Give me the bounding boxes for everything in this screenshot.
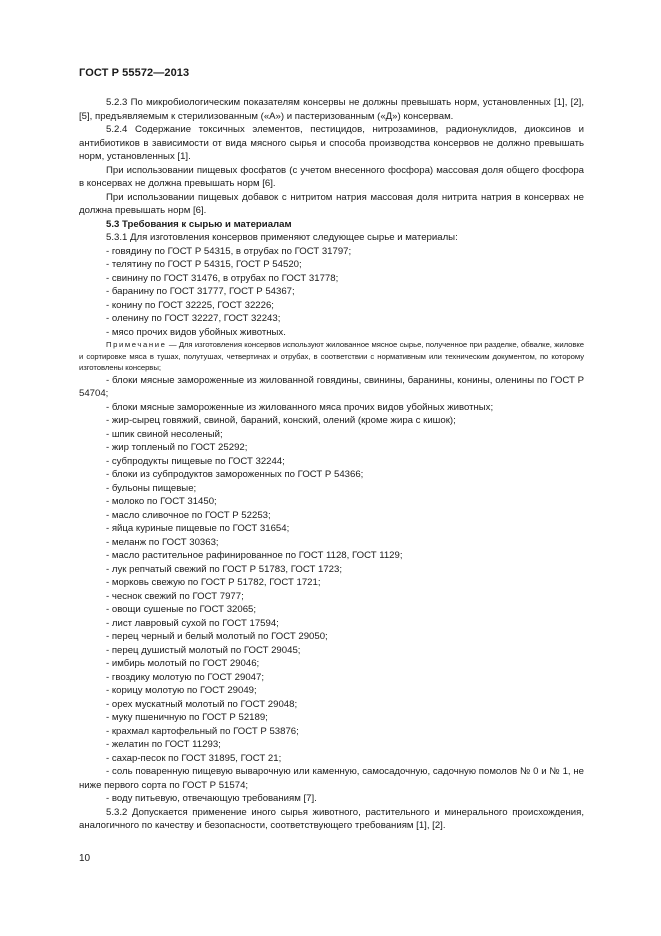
list-item: - субпродукты пищевые по ГОСТ 32244; <box>106 455 285 467</box>
list-item: - молоко по ГОСТ 31450; <box>106 496 217 507</box>
document-body <box>79 96 584 833</box>
list-item: - мясо прочих видов убойных животных. <box>106 326 286 338</box>
paragraph-5-2-3: 5.2.3 По микробиологическим показателям консервы не должны превышать норм, установленных [1], [2], [5], предъявляемым к стерилизованным («А») и пастеризованным («Д») консервам. <box>79 97 584 122</box>
clause-5-3-2: 5.3.2 Допускается применение иного сырья животного, растительного и минерального происхождения, аналогичного по качеству и безопасности, соответствующего требованиям [1], [2]. <box>79 806 584 831</box>
meat-list <box>79 245 584 340</box>
list-item: - овощи сушеные по ГОСТ 32065; <box>106 604 257 615</box>
list-item: - чеснок свежий по ГОСТ 7977; <box>106 590 244 602</box>
materials-list <box>79 401 584 766</box>
list-item: - имбирь молотый по ГОСТ 29046; <box>106 658 260 669</box>
list-item: - соль поваренную пищевую выварочную или каменную, самосадочную, садочную помолов № 0 и № 1, не ниже первого сорта по ГОСТ Р 51574; <box>79 766 584 791</box>
list-item: - воду питьевую, отвечающую требованиям [7]. <box>106 793 317 804</box>
list-item: - конину по ГОСТ 32225, ГОСТ 32226; <box>106 299 274 311</box>
list-item: - лист лавровый сухой по ГОСТ 17594; <box>106 617 279 629</box>
paragraph-5-2-4: 5.2.4 Содержание токсичных элементов, пестицидов, нитрозаминов, радионуклидов, диоксинов и антибиотиков в зависимости от вида мясного сырья и способа производства консервов не должно превышать норм, установленных [1]. <box>79 124 584 162</box>
list-item: - оленину по ГОСТ 32227, ГОСТ 32243; <box>106 313 281 324</box>
list-item: - корицу молотую по ГОСТ 29049; <box>106 685 257 696</box>
list-item: - муку пшеничную по ГОСТ Р 52189; <box>106 712 268 723</box>
section-title-5-3: 5.3 Требования к сырью и материалам <box>106 218 292 230</box>
list-item: - масло сливочное по ГОСТ Р 52253; <box>106 509 271 521</box>
list-item: - блоки мясные замороженные из жилованной говядины, свинины, баранины, конины, оленины по ГОСТ Р 54704; <box>79 374 584 399</box>
list-item: - телятину по ГОСТ Р 54315, ГОСТ Р 54520; <box>106 259 302 270</box>
list-item: - бульоны пищевые; <box>106 482 197 494</box>
list-item: - баранину по ГОСТ 31777, ГОСТ Р 54367; <box>106 286 295 297</box>
list-item: - желатин по ГОСТ 11293; <box>106 739 221 750</box>
list-item: - свинину по ГОСТ 31476, в отрубах по ГОСТ 31778; <box>106 272 339 284</box>
list-item: - перец душистый молотый по ГОСТ 29045; <box>106 644 301 656</box>
paragraph-phosphate: При использовании пищевых фосфатов (с учетом внесенного фосфора) массовая доля общего фосфора в консервах не должна превышать норм [6]. <box>79 164 584 189</box>
list-item: - яйца куриные пищевые по ГОСТ 31654; <box>106 523 290 534</box>
list-item: - перец черный и белый молотый по ГОСТ 29050; <box>106 631 328 642</box>
list-item: - морковь свежую по ГОСТ Р 51782, ГОСТ 1721; <box>106 577 321 588</box>
list-item: - блоки мясные замороженные из жилованного мяса прочих видов убойных животных; <box>106 401 494 413</box>
list-item: - сахар-песок по ГОСТ 31895, ГОСТ 21; <box>106 752 282 764</box>
list-item: - блоки из субпродуктов замороженных по ГОСТ Р 54366; <box>106 469 364 480</box>
list-item: - орех мускатный молотый по ГОСТ 29048; <box>106 698 298 710</box>
clause-5-3-1-intro: 5.3.1 Для изготовления консервов применяют следующее сырье и материалы: <box>106 232 458 243</box>
list-item: - лук репчатый свежий по ГОСТ Р 51783, ГОСТ 1723; <box>106 563 343 575</box>
page-number: 10 <box>79 853 91 864</box>
list-item: - гвоздику молотую по ГОСТ 29047; <box>106 671 264 683</box>
list-item: - меланж по ГОСТ 30363; <box>106 536 219 548</box>
list-item: - шпик свиной несоленый; <box>106 428 223 440</box>
document-header: ГОСТ Р 55572—2013 <box>79 67 190 79</box>
list-item: - жир-сырец говяжий, свиной, бараний, конский, олений (кроме жира с кишок); <box>106 415 456 426</box>
paragraph-nitrite: При использовании пищевых добавок с нитритом натрия массовая доля нитрита натрия в консервах не должна превышать норм [6]. <box>79 191 584 216</box>
list-item: - говядину по ГОСТ Р 54315, в отрубах по ГОСТ 31797; <box>106 245 352 257</box>
list-item: - масло растительное рафинированное по ГОСТ 1128, ГОСТ 1129; <box>106 550 403 561</box>
note <box>79 339 584 374</box>
note-text: — Для изготовления консервов используют жилованное мясное сырье, полученное при разделке, обвалке, жиловке и сортировке мяса в тушах, полутушах, четвертинах и отрубах, в соответствии с нормативным или техническим документом, по которому изготовлены консервы; <box>79 340 584 372</box>
list-item: - крахмал картофельный по ГОСТ Р 53876; <box>106 725 299 737</box>
list-item: - жир топленый по ГОСТ 25292; <box>106 442 248 453</box>
note-label: Примечание <box>106 340 167 349</box>
